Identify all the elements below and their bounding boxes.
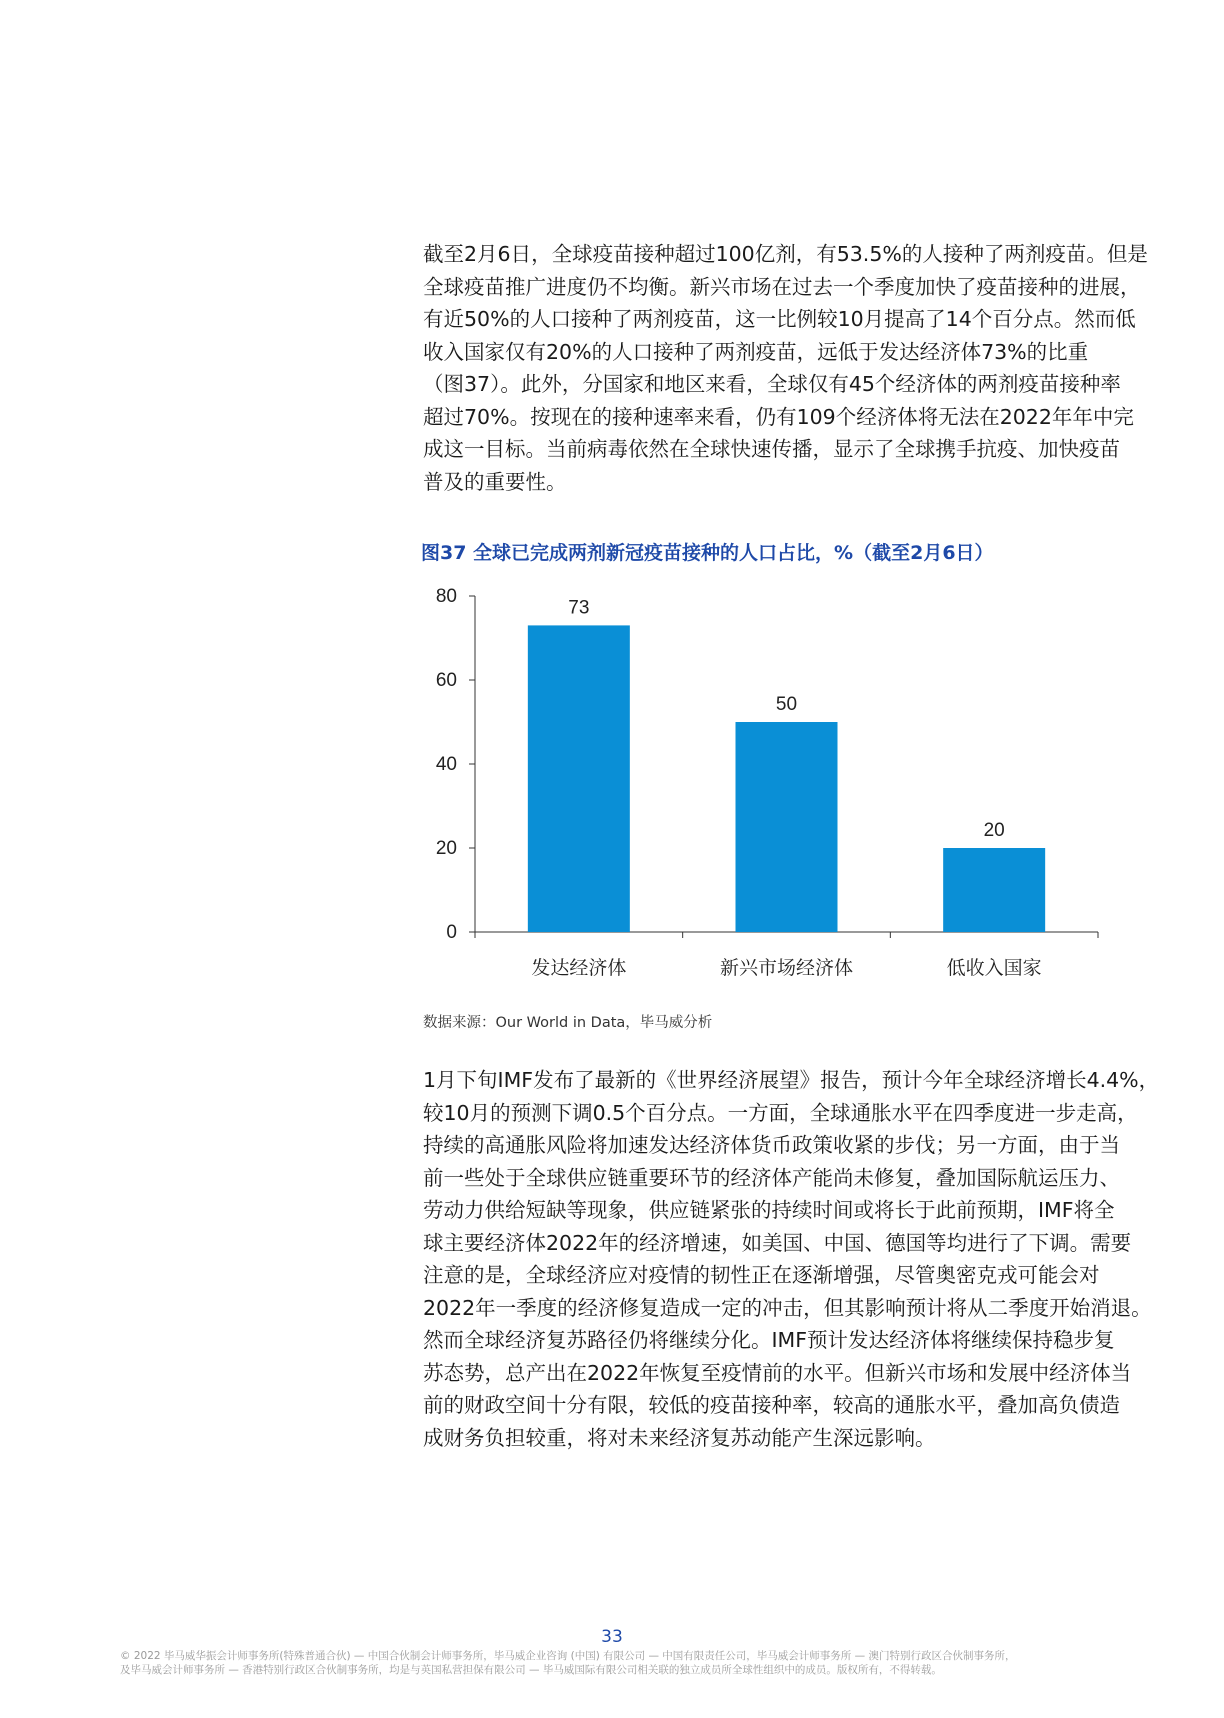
text-line: 截至2月6日，全球疫苗接种超过100亿剂，有53.5%的人接种了两剂疫苗。但是: [423, 242, 1148, 266]
bar: [736, 722, 838, 932]
copyright-footer: [120, 1649, 1120, 1677]
y-tick-label: 40: [435, 754, 457, 775]
y-tick-label: 0: [446, 922, 457, 943]
text-line: 成财务负担较重，将对未来经济复苏动能产生深远影响。: [423, 1425, 936, 1450]
text-line: 有近50%的人口接种了两剂疫苗，这一比例较10月提高了14个百分点。然而低: [423, 307, 1136, 331]
text-line: 前一些处于全球供应链重要环节的经济体产能尚未修复，叠加国际航运压力、: [423, 1165, 1120, 1190]
text-line: 全球疫苗推广进度仍不均衡。新兴市场在过去一个季度加快了疫苗接种的进展，: [423, 274, 1141, 299]
text-line: 超过70%。按现在的接种速率来看，仍有109个经济体将无法在2022年年中完: [423, 404, 1134, 429]
text-line: 注意的是，全球经济应对疫情的韧性正在逐渐增强，尽管奥密克戎可能会对: [423, 1263, 1100, 1287]
body-paragraph-1: [423, 238, 1148, 498]
page-number: 33: [601, 1627, 623, 1647]
text-line: （图37）。此外，分国家和地区来看，全球仅有45个经济体的两剂疫苗接种率: [423, 372, 1121, 396]
text-line: 成这一目标。当前病毒依然在全球快速传播，显示了全球携手抗疫、加快疫苗: [423, 437, 1120, 461]
footer-line: 及毕马威会计师事务所 — 香港特别行政区合伙制事务所，均是与英国私营担保有限公司 — 毕马威国际有限公司相关联的独立成员所全球性组织中的成员。版权所有，不得转载。: [120, 1664, 942, 1676]
text-line: 球主要经济体2022年的经济增速，如美国、中国、德国等均进行了下调。需要: [423, 1230, 1132, 1255]
text-line: 然而全球经济复苏路径仍将继续分化。IMF预计发达经济体将继续保持稳步复: [423, 1328, 1115, 1352]
figure-title: 图37 全球已完成两剂新冠疫苗接种的人口占比，%（截至2月6日）: [421, 542, 994, 564]
bar: [943, 848, 1045, 932]
text-line: 前的财政空间十分有限，较低的疫苗接种率，较高的通胀水平，叠加高负债造: [423, 1393, 1120, 1417]
footer-line: © 2022 毕马威华振会计师事务所(特殊普通合伙) — 中国合伙制会计师事务所，毕马威企业咨询 (中国) 有限公司 — 中国有限责任公司，毕马威会计师事务所 — 澳门特别行政区合伙制事务所，: [120, 1650, 1016, 1662]
text-line: 较10月的预测下调0.5个百分点。一方面，全球通胀水平在四季度进一步走高，: [423, 1100, 1138, 1125]
text-line: 2022年一季度的经济修复造成一定的冲击，但其影响预计将从二季度开始消退。: [423, 1295, 1152, 1320]
text-line: 普及的重要性。: [423, 469, 567, 494]
bar-chart: [420, 580, 1110, 1000]
y-tick-label: 20: [435, 838, 457, 859]
data-label: 73: [568, 597, 590, 619]
text-line: 收入国家仅有20%的人口接种了两剂疫苗，远低于发达经济体73%的比重: [423, 339, 1089, 364]
body-paragraph-2: [423, 1064, 1160, 1454]
x-tick-label: 新兴市场经济体: [719, 958, 854, 979]
data-label: 20: [983, 820, 1005, 841]
y-tick-label: 60: [435, 670, 457, 691]
x-tick-label: 发达经济体: [531, 958, 627, 979]
data-source-note: 数据来源：Our World in Data，毕马威分析: [423, 1015, 713, 1031]
data-label: 50: [775, 694, 798, 715]
x-tick-label: 低收入国家: [946, 958, 1042, 979]
bar: [528, 625, 630, 932]
text-line: 劳动力供给短缺等现象，供应链紧张的持续时间或将长于此前预期，IMF将全: [423, 1198, 1115, 1222]
text-line: 苏态势，总产出在2022年恢复至疫情前的水平。但新兴市场和发展中经济体当: [423, 1360, 1132, 1385]
text-line: 1月下旬IMF发布了最新的《世界经济展望》报告，预计今年全球经济增长4.4%，: [423, 1068, 1160, 1092]
text-line: 持续的高通胀风险将加速发达经济体货币政策收紧的步伐；另一方面，由于当: [423, 1133, 1120, 1157]
y-tick-label: 80: [435, 586, 457, 607]
